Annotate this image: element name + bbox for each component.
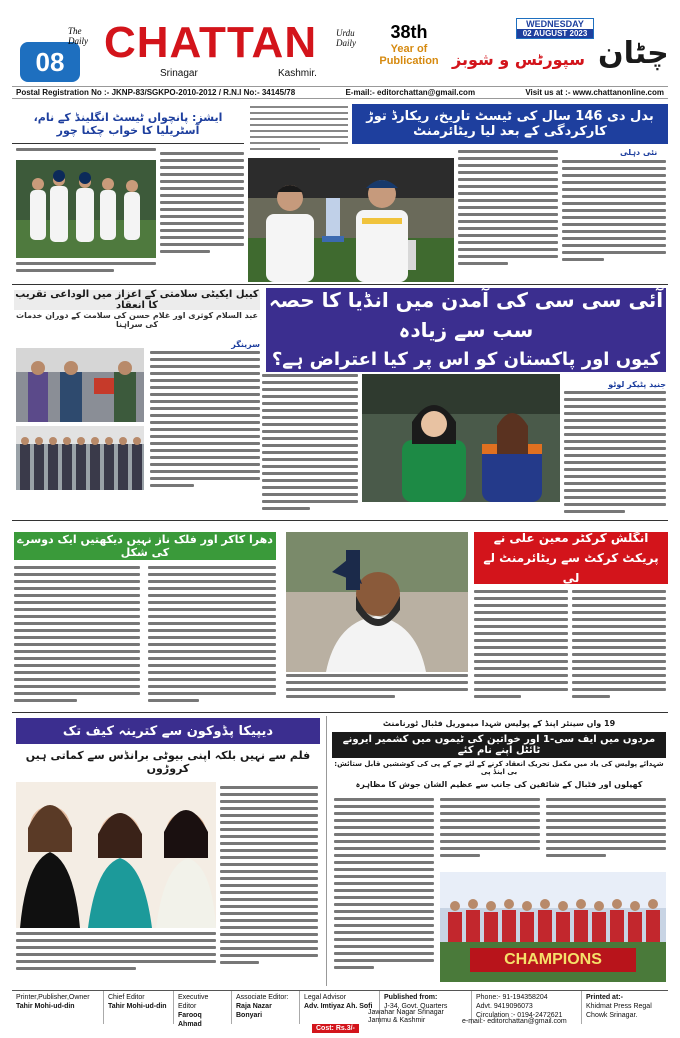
year-of-publication bbox=[372, 22, 446, 67]
group-image bbox=[16, 426, 144, 490]
footer-printed-at bbox=[582, 991, 668, 1024]
urdu-daily-label: Urdu Daily bbox=[336, 28, 356, 48]
moeen-body-under-photo bbox=[286, 674, 468, 704]
moeen-headline-line-1: انگلش کرکٹر معین علی نے bbox=[493, 531, 649, 545]
footer-chief-editor bbox=[104, 991, 174, 1024]
test-body-col-1 bbox=[458, 150, 558, 280]
phone-3: Circulation :- 0194-2472621 bbox=[476, 1012, 563, 1019]
icc-fans-photo bbox=[362, 374, 560, 502]
moeen-body-col-2 bbox=[572, 590, 666, 706]
date: 02 AUGUST 2023 bbox=[517, 29, 593, 38]
pub-label: Published from: bbox=[384, 994, 438, 1001]
chief-label: Chief Editor bbox=[108, 994, 145, 1001]
champions-banner-text: CHAMPIONS bbox=[504, 951, 602, 968]
icc-body-col-right bbox=[564, 380, 666, 510]
ashes-text-block bbox=[248, 104, 350, 154]
website-text: Visit us at :- www.chattanonline.com bbox=[525, 88, 664, 97]
date-block bbox=[516, 18, 594, 39]
weekday: WEDNESDAY bbox=[526, 19, 584, 29]
footer-imprint bbox=[12, 990, 668, 1028]
champions-team-photo bbox=[440, 872, 666, 982]
dhonsin-body-col-2 bbox=[148, 566, 276, 706]
text-lines bbox=[248, 104, 350, 154]
actresses-photo bbox=[16, 782, 216, 928]
publication-label: Publication bbox=[379, 55, 439, 67]
icc-headline-line-1: آئی سی سی کی آمدن میں انڈیا کا حصہ سب سے زیادہ bbox=[268, 288, 664, 342]
cable-body-text bbox=[150, 340, 260, 490]
deepika-body-bottom bbox=[16, 932, 216, 984]
row-divider-3 bbox=[12, 712, 668, 713]
icc-headline bbox=[266, 288, 666, 372]
test-byline: نئی دہلی bbox=[620, 148, 658, 157]
moeen-headline bbox=[474, 532, 668, 584]
moeen-body-col-1 bbox=[474, 590, 568, 706]
deepika-headline-1: دیپیکا پڈوکون سے کترینہ کیف تک bbox=[16, 718, 320, 744]
column-divider bbox=[326, 716, 327, 986]
postal-registration: Postal Registration No :- JKNP-83/SGKPO-2010-2012 / R.N.I No:- 34145/78 bbox=[16, 88, 296, 97]
pub-address-2: Jawahar Nagar Srinagar bbox=[368, 1009, 444, 1016]
cable-photo-2 bbox=[16, 426, 144, 490]
place-srinagar: Srinagar bbox=[160, 68, 198, 79]
dhonsin-body-col-1 bbox=[14, 566, 140, 706]
chief-name: Tahir Mohi-ud-din bbox=[108, 1003, 167, 1010]
moeen-headline-line-2: پریکٹ کرکٹ سے ریٹائرمنٹ لے لی bbox=[483, 551, 659, 585]
phone-1: Phone:- 91-194358204 bbox=[476, 994, 548, 1001]
police-body-col-1 bbox=[334, 798, 434, 984]
printer-label: Printer,Publisher,Owner bbox=[16, 994, 90, 1001]
year-of-label: Year of bbox=[390, 43, 428, 55]
chattan-urdu-logo: چٹان bbox=[598, 36, 669, 71]
place-kashmir: Kashmir. bbox=[278, 68, 317, 79]
dhonsin-headline: دھرا کاکر اور فلک ناز نہیں دیکھتیں ایک دوسرے کی شکل bbox=[14, 532, 276, 560]
footer-printer bbox=[12, 991, 104, 1024]
cable-byline: سرینگر bbox=[231, 340, 260, 349]
actresses-image bbox=[16, 782, 216, 928]
ashes-intro-text bbox=[16, 148, 156, 158]
exec-label: Executive Editor bbox=[178, 994, 209, 1010]
police-headline: مردوں میں ایف سی-1 اور خواتین کی ٹیموں میں کشمیر ایرونے ٹائٹل اپنے نام کئے bbox=[332, 732, 666, 758]
moeen-ali-image bbox=[286, 532, 468, 672]
ashes-body-text bbox=[160, 152, 244, 272]
police-body-col-2 bbox=[440, 798, 540, 868]
legal-label: Legal Advisor bbox=[304, 994, 347, 1001]
pub-address-1: J-34, Govt. Quarters bbox=[384, 1003, 448, 1010]
legal-name: Adv. Imtiyaz Ah. Sofi bbox=[304, 1003, 373, 1010]
printed-1: Khidmat Press Regal bbox=[586, 1003, 652, 1010]
ashes-caption-lines bbox=[16, 262, 156, 276]
exec-name: Farooq Ahmad bbox=[178, 1012, 202, 1028]
footer-email-line: e-mail:- editorchattan@gmail.com bbox=[462, 1018, 567, 1025]
cricket-team-image bbox=[16, 160, 156, 258]
printed-label: Printed at:- bbox=[586, 994, 623, 1001]
ceremony-image-1 bbox=[16, 348, 144, 422]
police-kicker: 19 واں سینئر اپنڈ کے پولیس شہدا میموریل فٹبال ٹورنامنٹ bbox=[382, 718, 616, 728]
broad-cummins-photo bbox=[248, 158, 454, 282]
info-bar bbox=[12, 86, 668, 99]
footer-published-extra bbox=[368, 1009, 444, 1025]
cable-subheadline: عبد السلام کوثری اور غلام حسن کی سلامت کے دوران خدمات کی سراہنا bbox=[16, 311, 258, 329]
police-subheadline-1: شہدائے پولیس کی یاد میں مکمل تحریک انعقاد کرنے کے لئے جے کے پی کی کوششیں قابل ستائش: بی اینڈ پی bbox=[334, 760, 664, 776]
icc-headline-line-2: کیوں اور پاکستان کو اس پر کیا اعتراض ہے؟ bbox=[271, 349, 661, 370]
test-body-col-2 bbox=[562, 160, 666, 280]
ashes-team-photo bbox=[16, 160, 156, 258]
footer-exec-editor bbox=[174, 991, 232, 1028]
assoc-name: Raja Nazar Bonyari bbox=[236, 1003, 272, 1019]
footer-assoc-editor bbox=[232, 991, 300, 1024]
printer-name: Tahir Mohi-ud-din bbox=[16, 1003, 75, 1010]
cost-badge: Cost: Rs.3/- bbox=[312, 1024, 359, 1033]
printed-2: Chowk Srinagar. bbox=[586, 1012, 638, 1019]
icc-byline: جنید پٹیکر لوٹو bbox=[608, 380, 666, 389]
moeen-ali-photo bbox=[286, 532, 468, 672]
ashes-headline: ایشز: پانچواں ٹیسٹ انگلینڈ کے نام، آسٹریلیا کا خواب چکنا چور bbox=[12, 104, 244, 144]
year-number: 38th bbox=[390, 22, 428, 42]
cable-photo-1 bbox=[16, 348, 144, 422]
chattan-logo: CHATTAN bbox=[104, 18, 318, 67]
the-daily-label: The Daily bbox=[68, 26, 88, 46]
trophy-image bbox=[248, 158, 454, 282]
phone-2: Advt. 9419096073 bbox=[476, 1003, 533, 1010]
police-body-col-3 bbox=[546, 798, 666, 868]
deepika-headline-2: فلم سے نہیں بلکہ اپنی بیوٹی برانڈس سے کماتی ہیں کروڑوں bbox=[25, 749, 311, 775]
deepika-body-col bbox=[220, 786, 318, 982]
masthead bbox=[12, 14, 668, 84]
pub-address-3: Jammu & Kashmir bbox=[368, 1017, 426, 1024]
icc-body-col-left bbox=[262, 374, 358, 510]
section-title-urdu: سپورٹس و شوبز bbox=[452, 50, 585, 69]
row-divider-2 bbox=[12, 520, 668, 521]
police-subheadline-2: کھیلوں اور فٹبال کے شائقین کی جانب سے عظیم الشان جوش کا مظاہرہ bbox=[355, 779, 643, 789]
fans-image bbox=[362, 374, 560, 502]
assoc-label: Associate Editor: bbox=[236, 994, 289, 1001]
page-number: 08 bbox=[20, 42, 80, 82]
test-headline: بدل دی 146 سال کی ٹیسٹ تاریخ، ریکارڈ توڑ کارکردگی کے بعد لیا ریٹائرمنٹ bbox=[352, 104, 668, 144]
email-text: E-mail:- editorchattan@gmail.com bbox=[345, 88, 476, 97]
cable-headline: کیبل ایکیٹی سلامتی کے اعزاز میں الوداعی تقریب کا انعقاد bbox=[15, 289, 259, 311]
